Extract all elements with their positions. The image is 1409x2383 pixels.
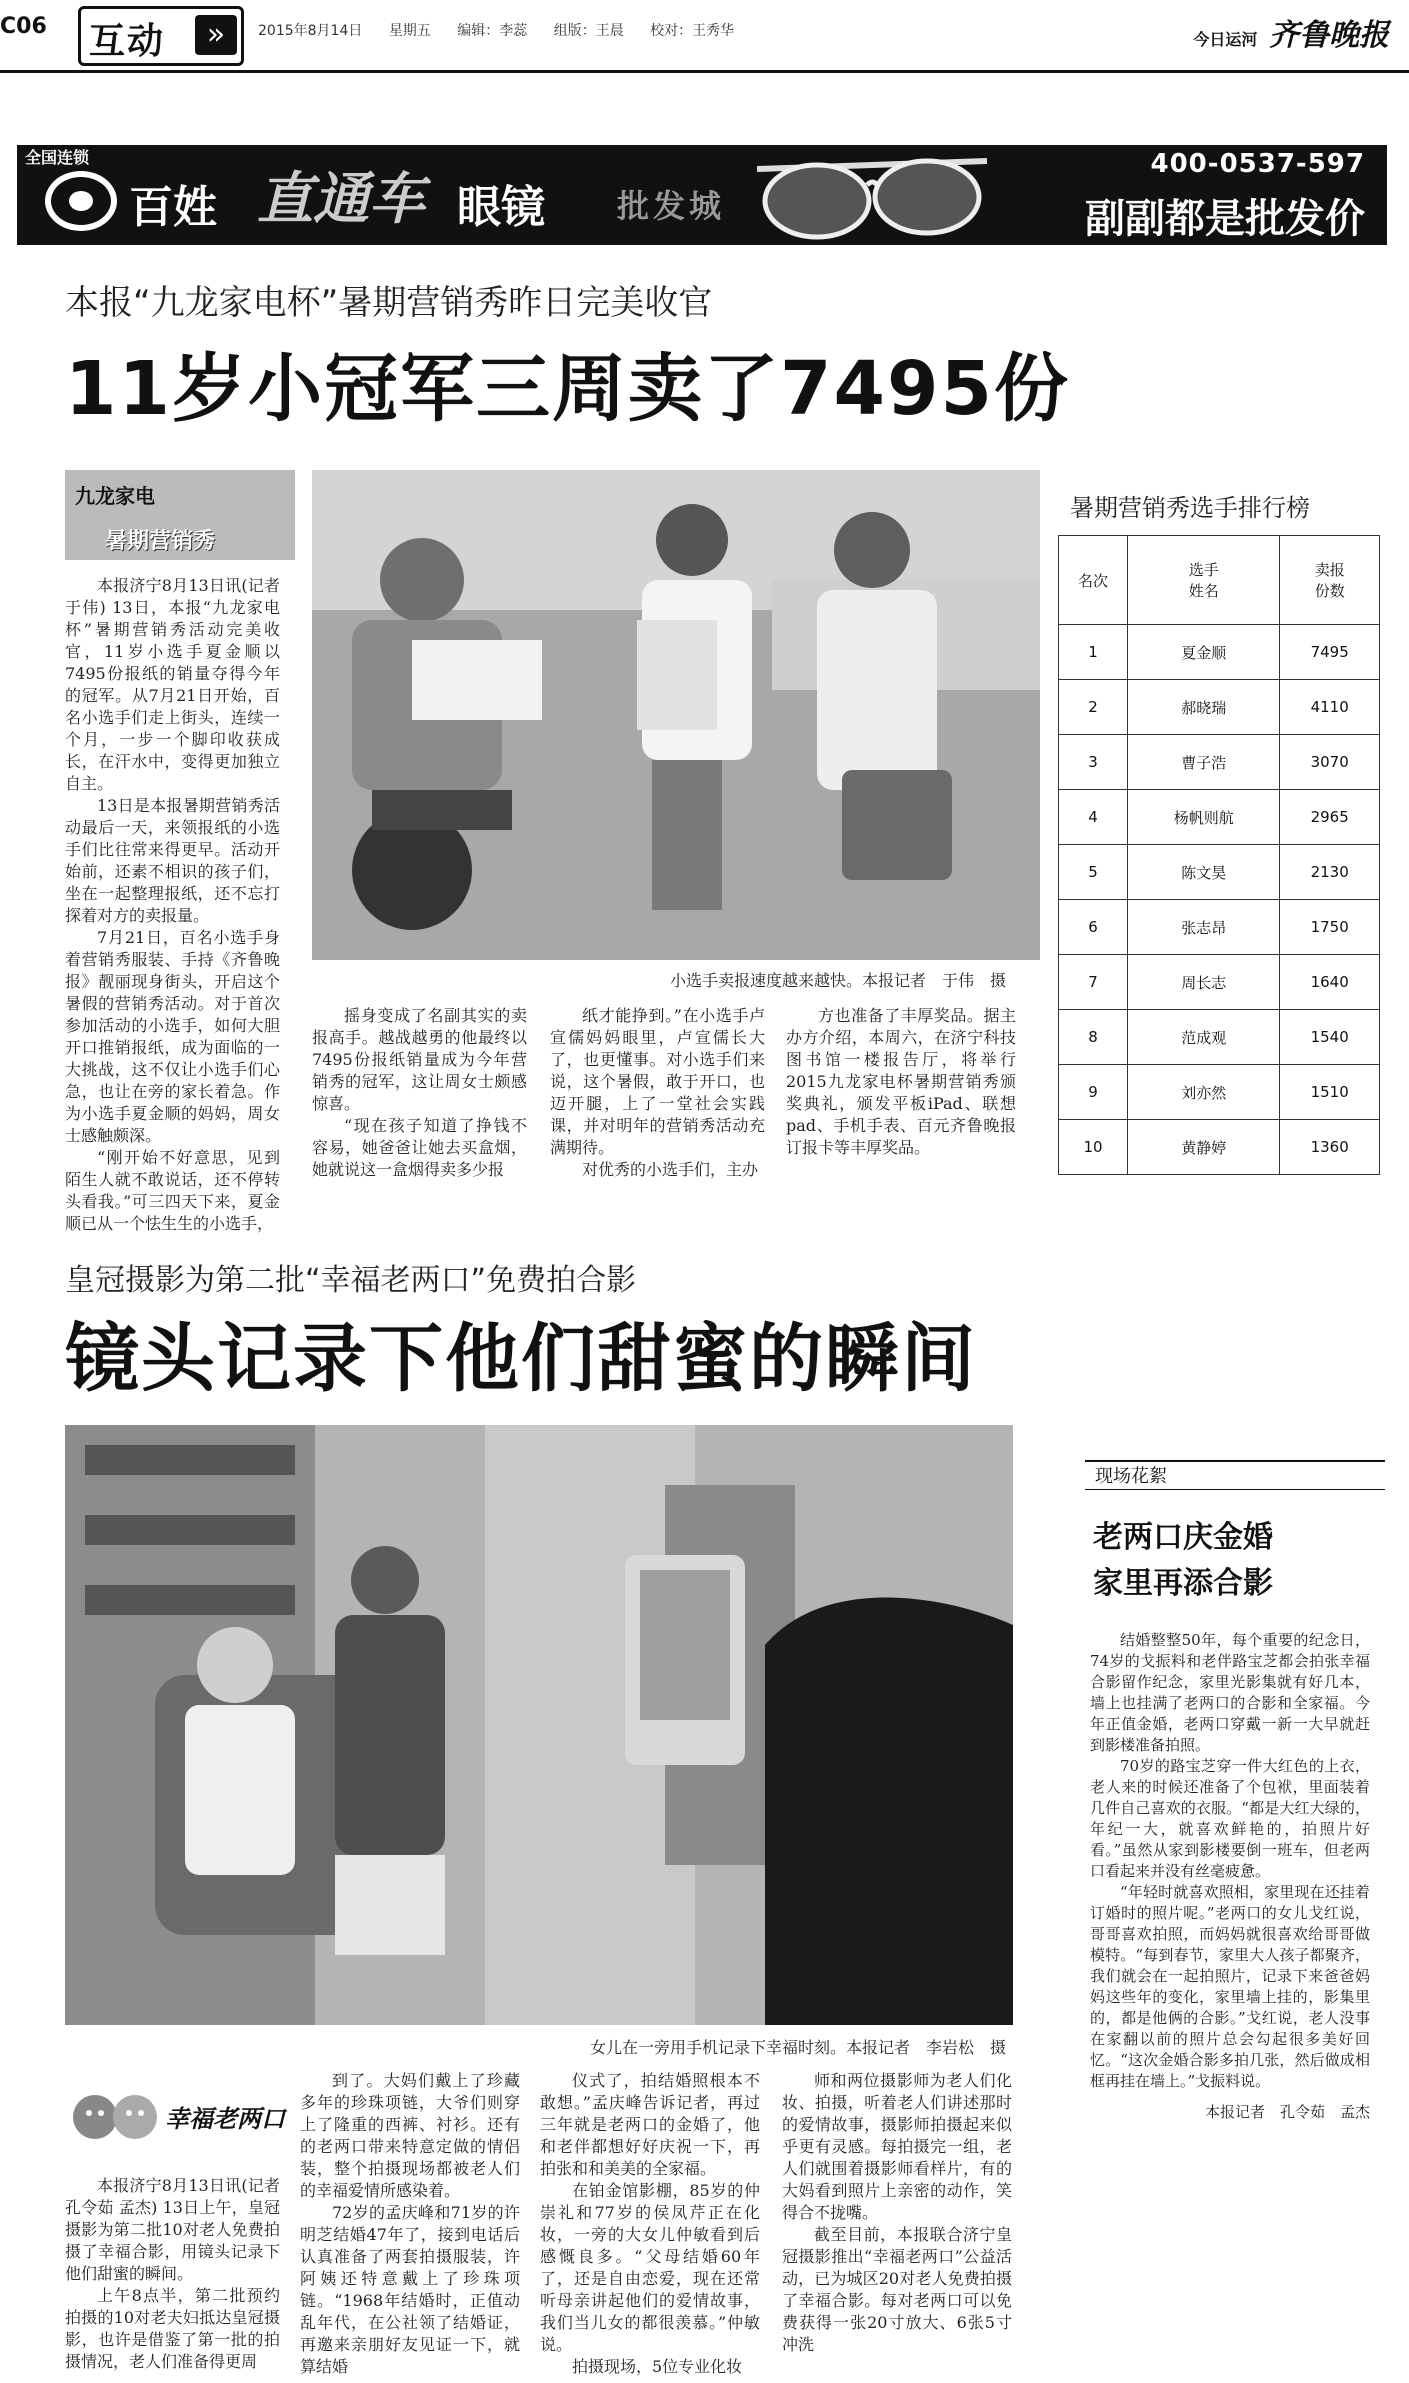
happy-couple-logo [65,2075,295,2160]
paragraph: 纸才能挣到。”在小选手卢宣儒妈妈眼里，卢宣儒长大了，也更懂事。对小选手们来说，这个暑假，敢于开口，也迈开腿，上了一堂社会实践课，并对明年的营销秀活动充满期待。 [550,1006,765,1157]
sales-cell: 1640 [1280,955,1380,1010]
ranking-table [1058,535,1380,1175]
issue-date: 2015年8月14日 [258,23,363,39]
editor-credit: 编辑：李蕊 [457,23,528,39]
ranking-header-row [1059,536,1380,625]
sidebar-headline [1093,1515,1273,1607]
sales-cell: 4110 [1280,680,1380,735]
table-row [1059,955,1380,1010]
sales-cell: 1360 [1280,1120,1380,1175]
sales-cell: 7495 [1280,625,1380,680]
ad-brand-a: 百姓 [129,182,217,233]
event-logo [65,470,295,560]
name-cell: 陈文昊 [1128,845,1280,900]
paper-logo: 齐鲁晚报 [1269,18,1389,53]
sidebar-headline-line2: 家里再添合影 [1093,1566,1273,1601]
story1-column-2 [312,1005,527,1181]
story1-photo[interactable] [312,470,1040,960]
name-cell: 张志昂 [1128,900,1280,955]
name-cell: 郝晓瑞 [1128,680,1280,735]
glasses-ad-banner[interactable] [17,145,1387,245]
table-row [1059,625,1380,680]
table-row [1059,735,1380,790]
sales-cell: 2965 [1280,790,1380,845]
couple-photo-illustration [65,1425,1013,2025]
paragraph: “年轻时就喜欢照相，家里现在还挂着订婚时的照片呢。”老两口的女儿戈红说，哥哥喜欢拍照，而妈妈就很喜欢给哥哥做模特。“每到春节，家里大人孩子都聚齐，我们就会在一起拍照片，记录下来爸爸妈妈这些年的变化，家里墙上挂的，影集里的，都是他俩的合影。”戈红说，老人没事在家翻以前的照片总会勾起很多美好回忆。“这次金婚合影多拍几张，然后做成相框再挂在墙上。”戈振料说。 [1090,1883,1370,2090]
story2-column-2 [300,2070,520,2378]
paragraph: 在铂金馆影棚，85岁的仲崇礼和77岁的侯凤芹正在化妆，一旁的大女儿仲敏看到后感慨良多。“父母结婚60年了，还是自由恋爱，现在还常听母亲讲起他们的爱情故事，我们当儿女的都很羡慕。”仲敏说。 [540,2181,760,2354]
table-row [1059,1010,1380,1065]
ad-brand-d: 批发城 [617,187,726,225]
name-cell: 夏金顺 [1128,625,1280,680]
name-cell: 黄静婷 [1128,1120,1280,1175]
table-row [1059,900,1380,955]
table-row [1059,680,1380,735]
name-cell: 刘亦然 [1128,1065,1280,1120]
issue-meta [258,20,756,40]
paragraph: 本报济宁8月13日讯(记者 于伟) 13日，本报“九龙家电杯”暑期营销秀活动完美收官，11岁小选手夏金顺以7495份报纸的销量夺得今年的冠军。从7月21日开始，百名小选手们走上街头，连续一个月，一步一个脚印收获成长，在汗水中，变得更加独立自主。 [65,576,280,793]
story2-headline: 镜头记录下他们甜蜜的瞬间 [65,1316,977,1402]
paragraph: 上午8点半，第二批预约拍摄的10对老夫妇抵达皇冠摄影，也许是借鉴了第一批的拍摄情况，老人们准备得更周 [65,2286,280,2371]
paragraph: 72岁的孟庆峰和71岁的许明芝结婚47年了，接到电话后认真准备了两套拍摄服装，许阿姨还特意戴上了珍珠项链。“1968年结婚时，正值动乱年代，在公社领了结婚证，再邀来亲朋好友见证一下，就算结婚 [300,2203,520,2376]
sales-cell: 1540 [1280,1010,1380,1065]
table-row [1059,1065,1380,1120]
story1-photo-caption: 小选手卖报速度越来越快。本报记者 于伟 摄 [670,971,1007,990]
ad-phone: 400-0537-597 [1150,149,1365,179]
ad-chain-label: 全国连锁 [25,148,90,167]
paragraph: 截至目前，本报联合济宁皇冠摄影推出“幸福老两口”公益活动，已为城区20对老人免费拍摄了幸福合影。每对老两口可以免费获得一张20寸放大、6张5寸冲洗 [782,2225,1012,2354]
ad-brand-b: 直通车 [257,167,425,232]
channel-title: 互动 [89,21,166,62]
rank-cell: 4 [1059,790,1128,845]
ad-slogan: 副副都是批发价 [1085,196,1365,242]
paragraph: 师和两位摄影师为老人们化妆、拍摄，听着老人们讲述那时的爱情故事，摄影师拍摄起来似乎更有灵感。每拍摄完一组，老人们就围着摄影师看样片，有的大妈看到照片上亲密的动作，笑得合不拢嘴。 [782,2071,1012,2222]
paragraph: 拍摄现场，5位专业化妆 [572,2357,743,2376]
paragraph: 对优秀的小选手们，主办 [582,1160,759,1179]
rank-cell: 9 [1059,1065,1128,1120]
paragraph: 摇身变成了名副其实的卖报高手。越战越勇的他最终以7495份报纸销量成为今年营销秀的冠军，这让周女士颇感惊喜。 [312,1006,527,1113]
story2-column-3 [540,2070,760,2378]
sidebar-byline: 本报记者 孔令茹 孟杰 [1204,2103,1370,2121]
ranking-header-sales: 卖报 份数 [1280,536,1380,625]
sidebar-headline-line1: 老两口庆金婚 [1093,1520,1273,1555]
story2-kicker: 皇冠摄影为第二批“幸福老两口”免费拍合影 [65,1263,637,1298]
proofreader-credit: 校对：王秀华 [650,23,735,39]
eyeglasses-icon [757,155,987,243]
name-cell: 范成观 [1128,1010,1280,1065]
paragraph: 到了。大妈们戴上了珍藏多年的珍珠项链，大爷们则穿上了隆重的西裤、衬衫。还有的老两口带来特意定做的情侣装，整个拍摄现场都被老人们的幸福爱情所感染着。 [300,2071,520,2200]
sales-cell: 3070 [1280,735,1380,790]
sales-cell: 1510 [1280,1065,1380,1120]
paragraph: 70岁的路宝芝穿一件大红色的上衣，老人来的时候还准备了个包袱，里面装着几件自己喜欢的衣服。“都是大红大绿的，年纪一大，就喜欢鲜艳的，拍照片好看。”虽然从家到影楼要倒一班车，但老两口看起来并没有丝毫疲惫。 [1090,1757,1370,1880]
ranking-title: 暑期营销秀选手排行榜 [1070,494,1310,522]
rank-cell: 10 [1059,1120,1128,1175]
name-cell: 杨帆则航 [1128,790,1280,845]
double-arrow-icon: » [195,15,237,55]
rank-cell: 7 [1059,955,1128,1010]
table-row [1059,1120,1380,1175]
story1-column-4 [786,1005,1016,1159]
ranking-header-name: 选手 姓名 [1128,536,1280,625]
newsboys-photo-illustration [312,470,1040,960]
name-cell: 曹子浩 [1128,735,1280,790]
rank-cell: 2 [1059,680,1128,735]
story2-column-4 [782,2070,1012,2356]
story1-column-1 [65,575,280,1235]
sales-cell: 1750 [1280,900,1380,955]
sales-cell: 2130 [1280,845,1380,900]
sidebar-tag: 现场花絮 [1085,1460,1385,1490]
eye-logo-icon [45,171,117,231]
rank-cell: 1 [1059,625,1128,680]
paragraph: 方也准备了丰厚奖品。据主办方介绍，本周六，在济宁科技图书馆一楼报告厅，将举行2015九龙家电杯暑期营销秀颁奖典礼，颁发平板iPad、联想pad、手机手表、百元齐鲁晚报订报卡等丰厚奖品。 [786,1006,1016,1157]
rank-cell: 6 [1059,900,1128,955]
sidebar-body [1090,1630,1370,2123]
rank-cell: 5 [1059,845,1128,900]
happy-couple-logo-text: 幸福老两口 [165,2105,285,2133]
issue-weekday: 星期五 [388,23,431,39]
rank-cell: 3 [1059,735,1128,790]
page-number: C06 [0,14,47,39]
channel-badge [78,6,244,66]
paragraph: “刚开始不好意思，见到陌生人就不敢说话，还不停转头看我。”可三四天下来，夏金顺已从一个怯生生的小选手， [65,1148,280,1233]
table-row [1059,845,1380,900]
event-logo-title: 暑期营销秀 [105,529,216,554]
story2-photo[interactable] [65,1425,1013,2025]
story2-column-1 [65,2175,280,2373]
story1-kicker: 本报“九龙家电杯”暑期营销秀昨日完美收官 [65,283,713,323]
table-row [1059,790,1380,845]
rank-cell: 8 [1059,1010,1128,1065]
story2-photo-caption: 女儿在一旁用手机记录下幸福时刻。本报记者 李岩松 摄 [590,2038,1007,2057]
paragraph: 仪式了，拍结婚照根本不敢想。”孟庆峰告诉记者，再过三年就是老两口的金婚了，他和老伴都想好好庆祝一下，再拍张和和美美的全家福。 [540,2071,760,2178]
designer-credit: 组版：王晨 [553,23,624,39]
section-name: 今日运河 [1193,30,1258,49]
paragraph: 13日是本报暑期营销秀活动最后一天，来领报纸的小选手们比往常来得更早。活动开始前，还素不相识的孩子们，坐在一起整理报纸，还不忘打探着对方的卖报量。 [65,796,280,925]
paragraph: “现在孩子知道了挣钱不容易，她爸爸让她去买盒烟，她就说这一盒烟得卖多少报 [312,1116,527,1179]
ad-brand-c: 眼镜 [457,182,545,233]
masthead-right [1193,10,1389,54]
story1-headline: 11岁小冠军三周卖了7495份 [65,346,1070,432]
paragraph: 7月21日，百名小选手身着营销秀服装、手持《齐鲁晚报》靓丽现身街头，开启这个暑假的营销秀活动。对于首次参加活动的小选手，如何大胆开口推销报纸，成为面临的一大挑战，这不仅让小选手们心急，也让在旁的家长着急。作为小选手夏金顺的妈妈，周女士感触颇深。 [65,928,280,1145]
ranking-header-rank: 名次 [1059,536,1128,625]
name-cell: 周长志 [1128,955,1280,1010]
paragraph: 本报济宁8月13日讯(记者 孔令茹 孟杰) 13日上午，皇冠摄影为第二批10对老人免费拍摄了幸福合影，用镜头记录下他们甜蜜的瞬间。 [65,2176,280,2283]
paragraph: 结婚整整50年，每个重要的纪念日，74岁的戈振料和老伴路宝芝都会拍张幸福合影留作纪念，家里光影集就有好几本，墙上也挂满了老两口的合影和全家福。今年正值金婚，老两口穿戴一新一大早就赶到影楼准备拍照。 [1090,1631,1370,1754]
story1-column-3 [550,1005,765,1181]
event-logo-brand: 九龙家电 [75,484,155,508]
header-divider [0,70,1409,73]
